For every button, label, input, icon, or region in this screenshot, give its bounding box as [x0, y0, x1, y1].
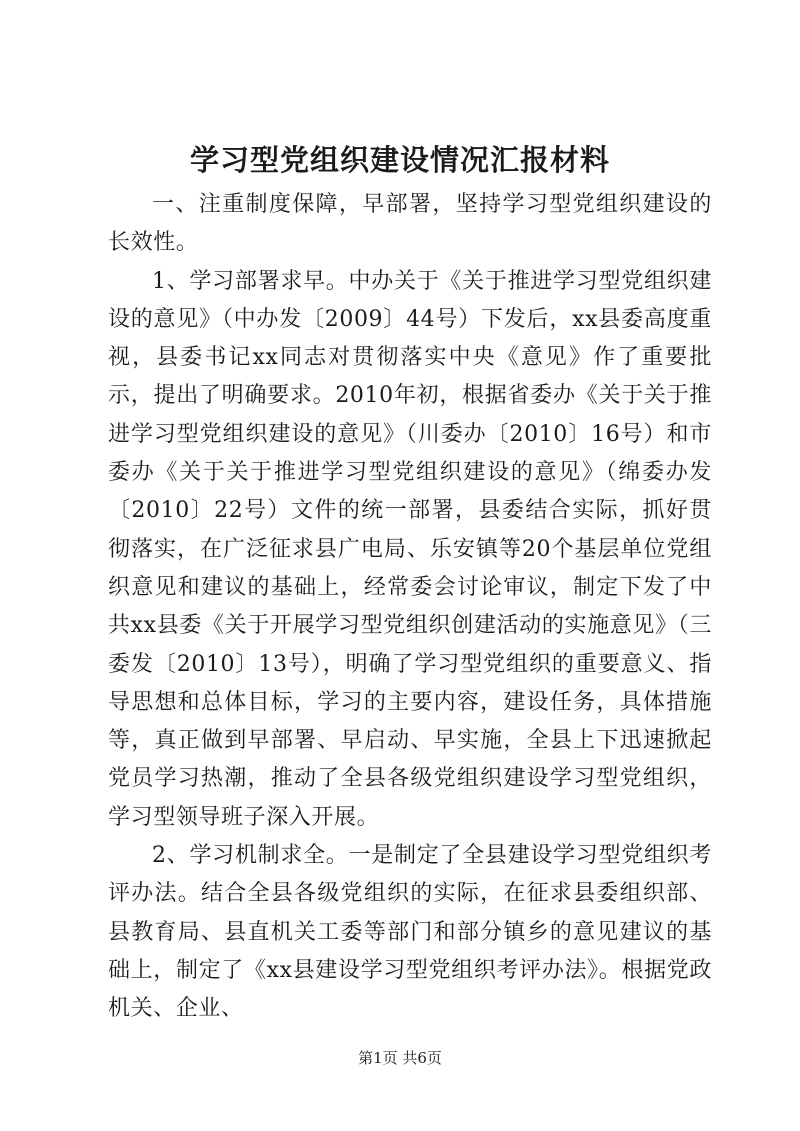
paragraph-study-deployment: 1、学习部署求早。中办关于《关于推进学习型党组织建设的意见》（中办发〔2009〕44号）下发后，xx县委高度重视，县委书记xx同志对贯彻落实中央《意见》作了重要批示，提出了明确要求。2010年初，根据省委办《关于关于推进学习型党组织建设的意见》（川委办〔2010〕16号）和市委办《关于关于推进学习型党组织建设的意见》（绵委办发〔2010〕22号）文件的统一部署，县委结合实际，抓好贯彻落实，在广泛征求县广电局、乐安镇等20个基层单位党组织意见和建议的基础上，经常委会讨论审议，制定下发了中共xx县委《关于开展学习型党组织创建活动的实施意见》（三委发〔2010〕13号），明确了学习型党组织的重要意义、指导思想和总体目标，学习的主要内容，建设任务，具体措施等，真正做到早部署、早启动、早实施，全县上下迅速掀起党员学习热潮，推动了全县各级党组织建设学习型党组织，学习型领导班子深入开展。	[108, 268, 712, 830]
page-total: 共6页	[402, 1049, 442, 1067]
paragraph-section-heading: 一、注重制度保障，早部署，坚持学习型党组织建设的长效性。	[108, 192, 712, 256]
page-footer	[0, 1048, 800, 1068]
document-title: 学习型党组织建设情况汇报材料	[189, 143, 610, 177]
document-body	[108, 186, 712, 1029]
page-number: 第1页	[358, 1049, 398, 1067]
paragraph-study-mechanism: 2、学习机制求全。一是制定了全县建设学习型党组织考评办法。结合全县各级党组织的实际，在征求县委组织部、县教育局、县直机关工委等部门和部分镇乡的意见建议的基础上，制定了《xx县建设学习型党组织考评办法》。根据党政机关、企业、	[108, 843, 712, 1022]
